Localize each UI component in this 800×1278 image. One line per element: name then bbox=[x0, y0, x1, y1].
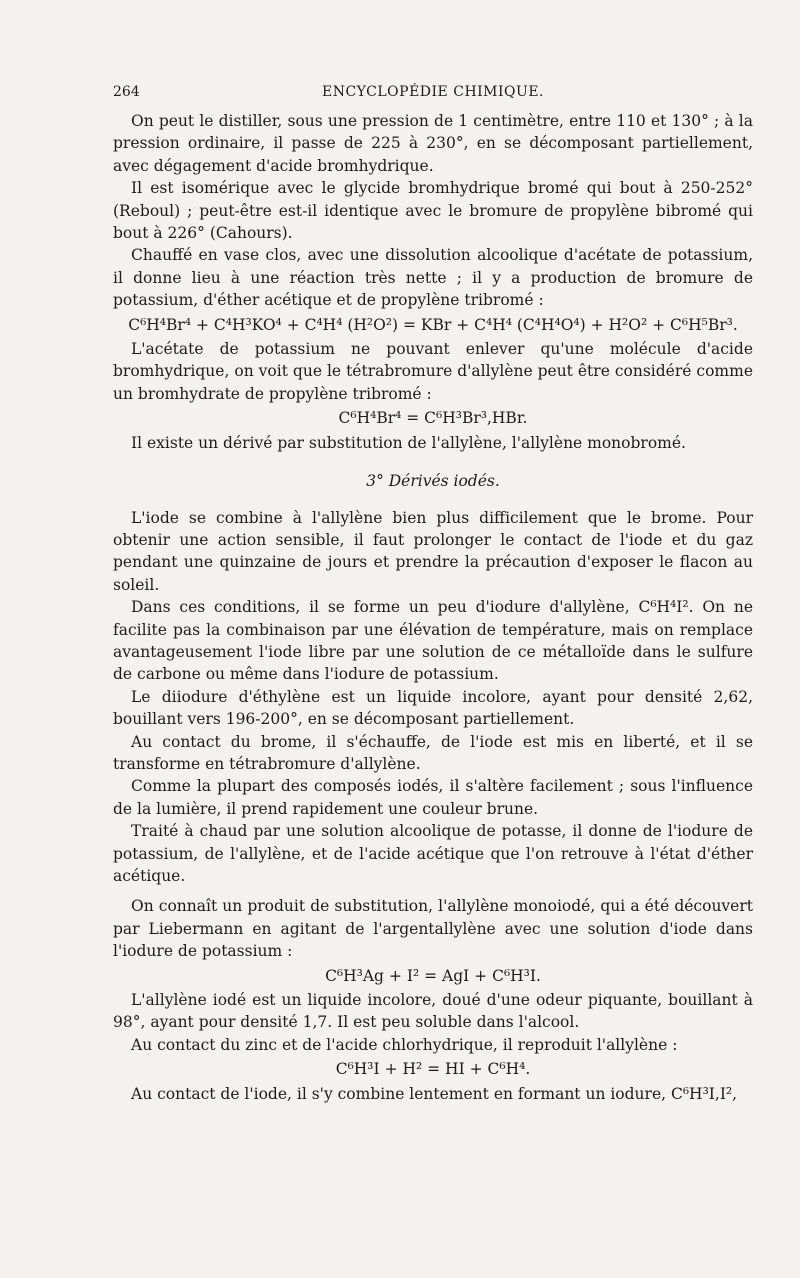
paragraph: Il existe un dérivé par substitution de l'allylène, l'allylène monobromé. bbox=[131, 433, 686, 452]
equation: C⁶H⁴Br⁴ + C⁴H³KO⁴ + C⁴H⁴ (H²O²) = KBr + C⁴H⁴ (C⁴H⁴O⁴) + H²O² + C⁶H⁵Br³. bbox=[128, 315, 738, 334]
equation: C⁶H³Ag + I² = AgI + C⁶H³I. bbox=[325, 966, 541, 985]
paragraph: Il est isomérique avec le glycide bromhydrique bromé qui bout à 250-252° (Reboul) ; peut-être est-il identique avec le bromure de propylène bibromé qui bout à 226° (Cahours). bbox=[113, 179, 753, 243]
paragraph: Traité à chaud par une solution alcoolique de potasse, il donne de l'iodure de potassium, de l'allylène, et de l'acide acétique que l'on retrouve à l'état d'éther acétique. bbox=[113, 822, 753, 885]
equation: C⁶H³I + H² = HI + C⁶H⁴. bbox=[335, 1060, 531, 1079]
paragraph: Le diiodure d'éthylène est un liquide incolore, ayant pour densité 2,62, bouillant vers 196-200°, en se décomposant partiellement. bbox=[113, 687, 753, 729]
paragraph: Comme la plupart des composés iodés, il s'altère facilement ; sous l'influence de la lumière, il prend rapidement une couleur brune. bbox=[113, 777, 753, 818]
page-number: 264 bbox=[113, 84, 140, 100]
running-title: ENCYCLOPÉDIE CHIMIQUE. bbox=[322, 84, 544, 100]
equation: C⁶H⁴Br⁴ = C⁶H³Br³,HBr. bbox=[338, 409, 528, 428]
paragraph: Au contact du brome, il s'échauffe, de l'iode est mis en liberté, et il se transforme en tétrabromure d'allylène. bbox=[113, 732, 753, 773]
paragraph: Au contact du zinc et de l'acide chlorhydrique, il reproduit l'allylène : bbox=[131, 1035, 678, 1054]
paragraph: L'allylène iodé est un liquide incolore, doué d'une odeur piquante, bouillant à 98°, ayant pour densité 1,7. Il est peu soluble dans l'alcool. bbox=[113, 991, 753, 1032]
paragraph: On connaît un produit de substitution, l'allylène monoiodé, qui a été découvert par Liebermann en agitant de l'argentallylène avec une solution d'iode dans l'iodure de potassium : bbox=[113, 897, 753, 961]
paragraph: Chauffé en vase clos, avec une dissolution alcoolique d'acétate de potassium, il donne lieu à une réaction très nette ; il y a production de bromure de potassium, d'éther acétique et de propylène tribromé : bbox=[113, 246, 753, 310]
page-body bbox=[113, 110, 753, 1105]
section-heading-text: 3° Dérivés iodés. bbox=[366, 472, 500, 491]
paragraph: Au contact de l'iode, il s'y combine lentement en formant un iodure, C⁶H³I,I², bbox=[131, 1084, 738, 1103]
paragraph: Dans ces conditions, il se forme un peu d'iodure d'allylène, C⁶H⁴I². On ne facilite pas la combinaison par une élévation de température, mais on remplace avantageusement l'iode libre par une solution de ce métalloïde dans le sulfure de carbone ou même dans l'iodure de potassium. bbox=[113, 598, 753, 684]
paragraph: On peut le distiller, sous une pression de 1 centimètre, entre 110 et 130° ; à la pression ordinaire, il passe de 225 à 230°, en se décomposant partiellement, avec dégagement d'acide bromhydrique. bbox=[113, 112, 753, 175]
paragraph: L'acétate de potassium ne pouvant enlever qu'une molécule d'acide bromhydrique, on voit que le tétrabromure d'allylène peut être considéré comme un bromhydrate de propylène tribromé : bbox=[113, 340, 753, 403]
paragraph: L'iode se combine à l'allylène bien plus difficilement que le brome. Pour obtenir une action sensible, il faut prolonger le contact de l'iode et du gaz pendant une quinzaine de jours et prendre la précaution d'exposer le flacon au soleil. bbox=[113, 508, 753, 594]
section-heading bbox=[113, 470, 753, 492]
page-header bbox=[113, 84, 753, 104]
